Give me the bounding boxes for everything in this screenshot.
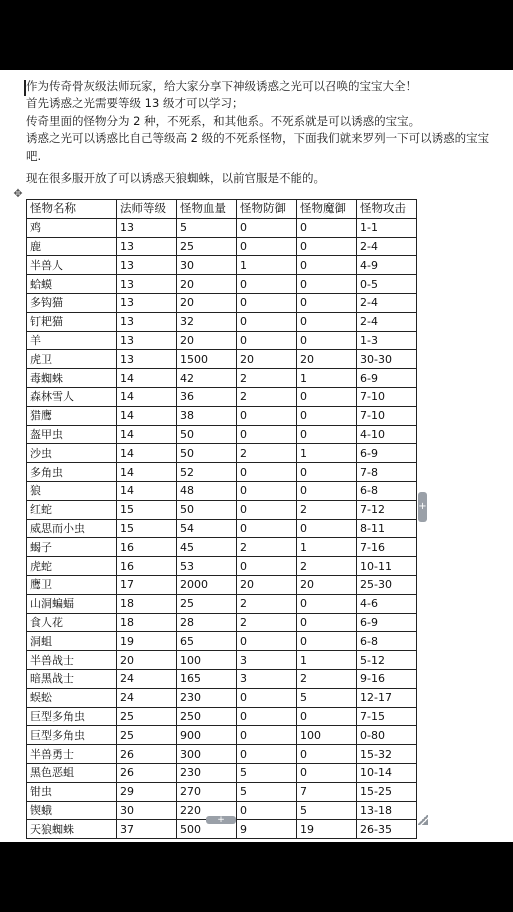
- table-cell: 0: [237, 557, 297, 576]
- table-cell: 鹿: [27, 237, 117, 256]
- table-cell: 1: [297, 651, 357, 670]
- table-cell: 0: [237, 745, 297, 764]
- table-cell: 15-32: [357, 745, 417, 764]
- header-monster-magic-defense: 怪物魔御: [297, 200, 357, 219]
- table-cell: 0: [297, 387, 357, 406]
- table-cell: 6-9: [357, 444, 417, 463]
- table-cell: 230: [177, 688, 237, 707]
- table-cell: 42: [177, 369, 237, 388]
- intro-line-3: 传奇里面的怪物分为 2 种，不死系，和其他系。不死系就是可以诱惑的宝宝。: [26, 113, 421, 128]
- table-cell: 山洞蝙蝠: [27, 594, 117, 613]
- table-cell: 19: [297, 820, 357, 839]
- table-cell: 5: [297, 801, 357, 820]
- table-row: [27, 444, 417, 463]
- table-cell: 3: [237, 669, 297, 688]
- table-cell: 7-12: [357, 500, 417, 519]
- table-cell: 18: [117, 594, 177, 613]
- table-body: [27, 218, 417, 838]
- document-page: [0, 70, 513, 842]
- table-cell: 锲蛾: [27, 801, 117, 820]
- table-cell: 蝎子: [27, 538, 117, 557]
- table-cell: 羊: [27, 331, 117, 350]
- table-cell: 24: [117, 669, 177, 688]
- table-cell: 9: [237, 820, 297, 839]
- table-cell: 0: [297, 331, 357, 350]
- table-cell: 25: [177, 237, 237, 256]
- table-cell: 1: [237, 256, 297, 275]
- table-cell: 0: [297, 293, 357, 312]
- table-cell: 0: [297, 594, 357, 613]
- table-cell: 5-12: [357, 651, 417, 670]
- table-cell: 50: [177, 425, 237, 444]
- table-cell: 26: [117, 745, 177, 764]
- table-cell: 1500: [177, 350, 237, 369]
- table-cell: 0: [297, 463, 357, 482]
- table-cell: 20: [297, 350, 357, 369]
- table-row: [27, 256, 417, 275]
- table-cell: 13: [117, 256, 177, 275]
- table-cell: 0: [237, 500, 297, 519]
- table-cell: 0: [237, 406, 297, 425]
- table-cell: 洞蛆: [27, 632, 117, 651]
- table-cell: 0: [297, 256, 357, 275]
- table-cell: 2: [237, 387, 297, 406]
- table-cell: 13: [117, 275, 177, 294]
- table-row: [27, 312, 417, 331]
- table-cell: 6-9: [357, 613, 417, 632]
- table-row: [27, 557, 417, 576]
- table-cell: 20: [237, 575, 297, 594]
- table-cell: 3: [237, 651, 297, 670]
- header-monster-attack: 怪物攻击: [357, 200, 417, 219]
- table-cell: 0: [297, 406, 357, 425]
- table-cell: 9-16: [357, 669, 417, 688]
- table-cell: 2-4: [357, 293, 417, 312]
- table-cell: 5: [297, 688, 357, 707]
- table-cell: 5: [237, 763, 297, 782]
- table-cell: 26-35: [357, 820, 417, 839]
- table-cell: 7: [297, 782, 357, 801]
- table-row: [27, 782, 417, 801]
- table-cell: 20: [117, 651, 177, 670]
- table-cell: 虎卫: [27, 350, 117, 369]
- table-cell: 54: [177, 519, 237, 538]
- intro-line-4: 诱惑之光可以诱惑比自己等级高 2 级的不死系怪物，下面我们就来罗列一下可以诱惑的宝宝吧.: [26, 131, 490, 163]
- table-cell: 50: [177, 444, 237, 463]
- table-cell: 500: [177, 820, 237, 839]
- table-cell: 蛤蟆: [27, 275, 117, 294]
- plus-icon[interactable]: +: [418, 492, 427, 522]
- table-cell: 1: [297, 444, 357, 463]
- table-cell: 巨型多角虫: [27, 707, 117, 726]
- table-cell: 0-5: [357, 275, 417, 294]
- move-cross-icon[interactable]: ✥: [13, 187, 23, 200]
- table-cell: 13: [117, 237, 177, 256]
- table-cell: 25: [117, 726, 177, 745]
- table-cell: 2-4: [357, 312, 417, 331]
- table-cell: 100: [177, 651, 237, 670]
- table-cell: 32: [177, 312, 237, 331]
- table-cell: 半兽战士: [27, 651, 117, 670]
- table-cell: 蜈蚣: [27, 688, 117, 707]
- table-cell: 16: [117, 538, 177, 557]
- table-cell: 28: [177, 613, 237, 632]
- table-cell: 鸡: [27, 218, 117, 237]
- table-cell: 30: [117, 801, 177, 820]
- table-header-row: [27, 200, 417, 219]
- table-cell: 6-9: [357, 369, 417, 388]
- table-cell: 20: [177, 331, 237, 350]
- table-cell: 26: [117, 763, 177, 782]
- table-cell: 2: [237, 594, 297, 613]
- table-row: [27, 481, 417, 500]
- table-row: [27, 745, 417, 764]
- monster-table: [26, 199, 417, 839]
- table-cell: 0: [297, 613, 357, 632]
- table-cell: 52: [177, 463, 237, 482]
- table-cell: 18: [117, 613, 177, 632]
- table-row: [27, 726, 417, 745]
- table-cell: 0: [237, 801, 297, 820]
- table-cell: 多钩猫: [27, 293, 117, 312]
- table-cell: 25: [117, 707, 177, 726]
- table-cell: 13: [117, 293, 177, 312]
- table-cell: 猎鹰: [27, 406, 117, 425]
- table-cell: 天狼蜘蛛: [27, 820, 117, 839]
- table-row: [27, 632, 417, 651]
- table-cell: 16: [117, 557, 177, 576]
- table-cell: 2: [237, 613, 297, 632]
- plus-icon[interactable]: +: [206, 816, 236, 824]
- table-cell: 15: [117, 500, 177, 519]
- table-cell: 24: [117, 688, 177, 707]
- table-cell: 20: [177, 275, 237, 294]
- table-row: [27, 463, 417, 482]
- table-cell: 0: [297, 218, 357, 237]
- table-cell: 4-9: [357, 256, 417, 275]
- table-cell: 165: [177, 669, 237, 688]
- table-cell: 300: [177, 745, 237, 764]
- table-row: [27, 538, 417, 557]
- table-row: [27, 519, 417, 538]
- table-cell: 20: [297, 575, 357, 594]
- table-row: [27, 218, 417, 237]
- table-row: [27, 237, 417, 256]
- table-cell: 17: [117, 575, 177, 594]
- table-cell: 鹰卫: [27, 575, 117, 594]
- table-cell: 0: [237, 519, 297, 538]
- table-row: [27, 688, 417, 707]
- table-cell: 巨型多角虫: [27, 726, 117, 745]
- table-cell: 13: [117, 350, 177, 369]
- table-cell: 19: [117, 632, 177, 651]
- table-cell: 13: [117, 331, 177, 350]
- table-cell: 14: [117, 481, 177, 500]
- table-cell: 4-10: [357, 425, 417, 444]
- table-cell: 虎蛇: [27, 557, 117, 576]
- intro-text: [26, 78, 496, 187]
- table-cell: 12-17: [357, 688, 417, 707]
- table-cell: 0: [237, 688, 297, 707]
- table-cell: 13-18: [357, 801, 417, 820]
- table-cell: 14: [117, 444, 177, 463]
- table-cell: 37: [117, 820, 177, 839]
- table-cell: 53: [177, 557, 237, 576]
- table-cell: 0: [237, 331, 297, 350]
- table-row: [27, 594, 417, 613]
- table-cell: 29: [117, 782, 177, 801]
- table-cell: 0: [237, 293, 297, 312]
- table-cell: 2: [297, 557, 357, 576]
- table-cell: 2: [237, 444, 297, 463]
- table-cell: 30: [177, 256, 237, 275]
- table-row: [27, 293, 417, 312]
- table-cell: 钉耙猫: [27, 312, 117, 331]
- table-cell: 0: [297, 481, 357, 500]
- table-row: [27, 350, 417, 369]
- table-cell: 黑色恶蛆: [27, 763, 117, 782]
- table-cell: 250: [177, 707, 237, 726]
- table-cell: 0: [237, 463, 297, 482]
- table-cell: 270: [177, 782, 237, 801]
- table-cell: 230: [177, 763, 237, 782]
- table-cell: 7-10: [357, 387, 417, 406]
- table-cell: 20: [237, 350, 297, 369]
- table-cell: 0: [297, 519, 357, 538]
- table-cell: 2: [237, 538, 297, 557]
- table-cell: 14: [117, 463, 177, 482]
- table-cell: 森林雪人: [27, 387, 117, 406]
- table-row: [27, 651, 417, 670]
- table-cell: 2: [297, 669, 357, 688]
- table-cell: 0-80: [357, 726, 417, 745]
- table-cell: 0: [237, 726, 297, 745]
- table-cell: 1: [297, 538, 357, 557]
- table-cell: 1-1: [357, 218, 417, 237]
- table-cell: 0: [297, 275, 357, 294]
- table-cell: 2: [297, 500, 357, 519]
- table-cell: 5: [237, 782, 297, 801]
- table-cell: 毒蜘蛛: [27, 369, 117, 388]
- table-cell: 14: [117, 425, 177, 444]
- table-row: [27, 331, 417, 350]
- table-cell: 沙虫: [27, 444, 117, 463]
- table-cell: 0: [237, 481, 297, 500]
- table-cell: 盔甲虫: [27, 425, 117, 444]
- table-row: [27, 763, 417, 782]
- intro-line-5: 现在很多服开放了可以诱惑天狼蜘蛛，以前官服是不能的。: [26, 171, 325, 186]
- table-cell: 10-14: [357, 763, 417, 782]
- table-cell: 0: [297, 237, 357, 256]
- table-cell: 钳虫: [27, 782, 117, 801]
- table-cell: 36: [177, 387, 237, 406]
- table-cell: 65: [177, 632, 237, 651]
- table-cell: 25-30: [357, 575, 417, 594]
- table-cell: 0: [237, 707, 297, 726]
- table-cell: 0: [297, 763, 357, 782]
- table-cell: 30-30: [357, 350, 417, 369]
- table-cell: 13: [117, 312, 177, 331]
- table-cell: 2: [237, 369, 297, 388]
- table-cell: 0: [297, 745, 357, 764]
- header-monster-name: 怪物名称: [27, 200, 117, 219]
- table-cell: 0: [237, 425, 297, 444]
- table-cell: 威思而小虫: [27, 519, 117, 538]
- table-cell: 半兽勇士: [27, 745, 117, 764]
- table-cell: 0: [297, 632, 357, 651]
- table-cell: 900: [177, 726, 237, 745]
- table-cell: 4-6: [357, 594, 417, 613]
- table-cell: 半兽人: [27, 256, 117, 275]
- intro-line-1: 作为传奇骨灰级法师玩家，给大家分享下神级诱惑之光可以召唤的宝宝大全！: [26, 79, 417, 93]
- intro-line-2: 首先诱惑之光需要等级 13 级才可以学习；: [26, 96, 244, 111]
- table-cell: 50: [177, 500, 237, 519]
- table-row: [27, 275, 417, 294]
- header-monster-hp: 怪物血量: [177, 200, 237, 219]
- table-cell: 1-3: [357, 331, 417, 350]
- table-cell: 暗黑战士: [27, 669, 117, 688]
- table-row: [27, 575, 417, 594]
- table-cell: 38: [177, 406, 237, 425]
- table-row: [27, 669, 417, 688]
- table-cell: 15-25: [357, 782, 417, 801]
- table-cell: 0: [297, 312, 357, 331]
- table-cell: 8-11: [357, 519, 417, 538]
- table-cell: 0: [237, 218, 297, 237]
- table-cell: 48: [177, 481, 237, 500]
- resize-grip-icon[interactable]: [418, 815, 428, 825]
- table-cell: 14: [117, 387, 177, 406]
- table-cell: 45: [177, 538, 237, 557]
- table-cell: 7-16: [357, 538, 417, 557]
- table-row: [27, 369, 417, 388]
- table-row: [27, 387, 417, 406]
- table-cell: 100: [297, 726, 357, 745]
- table-cell: 0: [237, 312, 297, 331]
- table-cell: 2-4: [357, 237, 417, 256]
- table-cell: 13: [117, 218, 177, 237]
- table-cell: 7-10: [357, 406, 417, 425]
- table-cell: 0: [297, 707, 357, 726]
- table-cell: 红蛇: [27, 500, 117, 519]
- table-cell: 0: [237, 632, 297, 651]
- header-mage-level: 法师等级: [117, 200, 177, 219]
- table-cell: 20: [177, 293, 237, 312]
- table-cell: 狼: [27, 481, 117, 500]
- table-cell: 0: [237, 237, 297, 256]
- table-cell: 7-15: [357, 707, 417, 726]
- table-cell: 14: [117, 406, 177, 425]
- table-cell: 6-8: [357, 632, 417, 651]
- table-cell: 1: [297, 369, 357, 388]
- table-row: [27, 406, 417, 425]
- table-row: [27, 613, 417, 632]
- table-cell: 0: [237, 275, 297, 294]
- table-cell: 多角虫: [27, 463, 117, 482]
- table-cell: 食人花: [27, 613, 117, 632]
- table-cell: 14: [117, 369, 177, 388]
- table-cell: 15: [117, 519, 177, 538]
- table-cell: 25: [177, 594, 237, 613]
- table-cell: 10-11: [357, 557, 417, 576]
- table-row: [27, 500, 417, 519]
- table-cell: 6-8: [357, 481, 417, 500]
- table-row: [27, 425, 417, 444]
- table-cell: 5: [177, 218, 237, 237]
- table-cell: 2000: [177, 575, 237, 594]
- header-monster-defense: 怪物防御: [237, 200, 297, 219]
- table-cell: 7-8: [357, 463, 417, 482]
- table-cell: 0: [297, 425, 357, 444]
- table-row: [27, 707, 417, 726]
- table-cell: 220: [177, 801, 237, 820]
